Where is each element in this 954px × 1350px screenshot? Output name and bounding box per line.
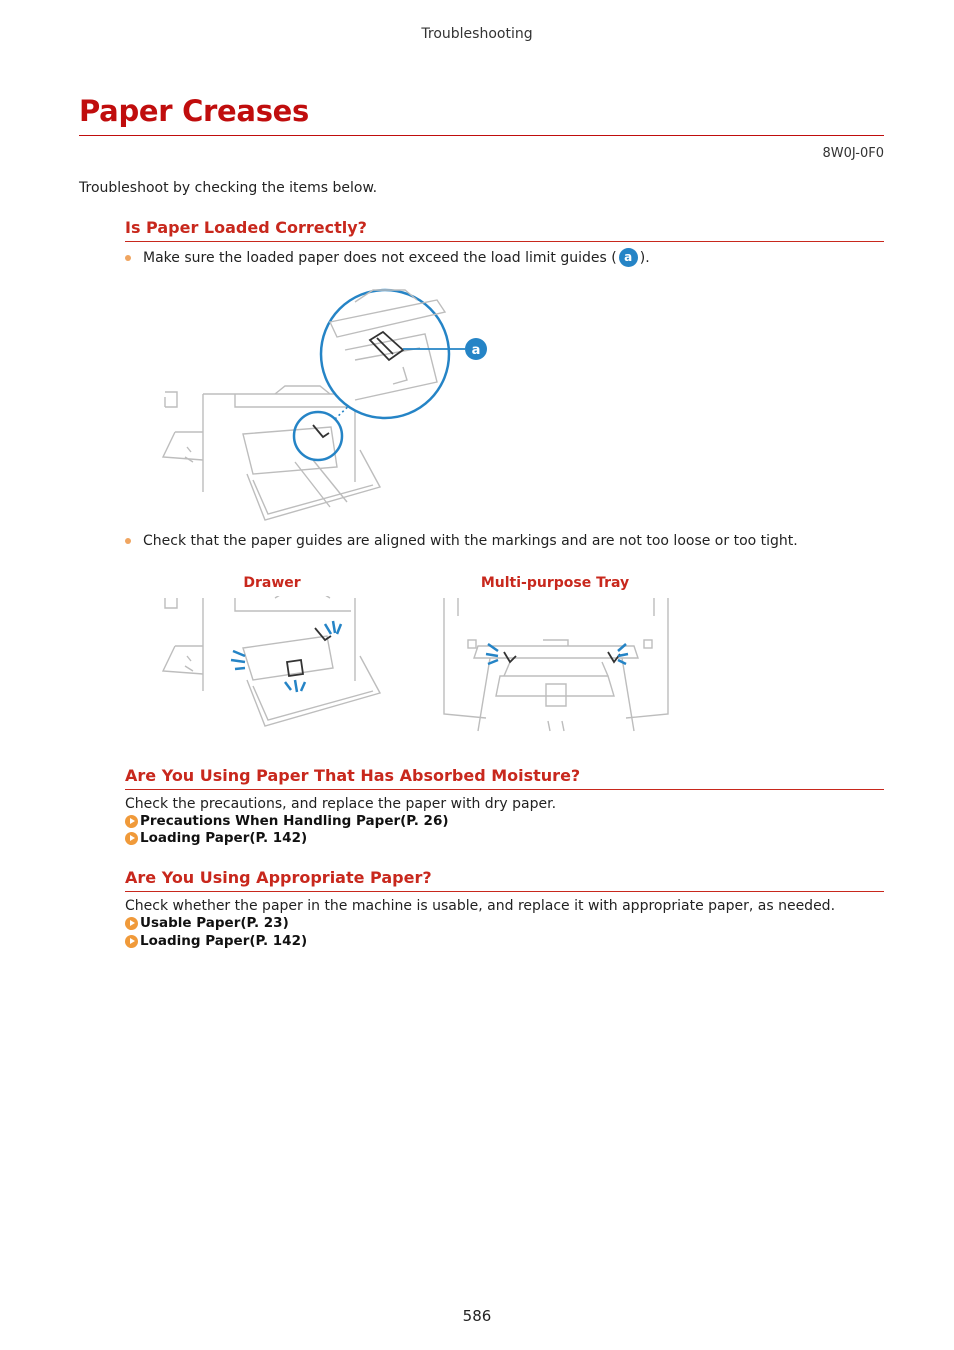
section-divider: [125, 789, 884, 790]
load-limit-guide-illustration: [155, 282, 500, 527]
link-label[interactable]: Usable Paper(P. 23): [140, 915, 289, 931]
page-title: Paper Creases: [79, 94, 309, 128]
link-arrow-icon: [125, 917, 138, 930]
link-loading-paper[interactable]: [125, 830, 307, 846]
figure-caption-drawer: Drawer: [243, 575, 301, 591]
bullet-text-after: ).: [639, 249, 650, 266]
running-header: Troubleshooting: [421, 26, 533, 42]
title-divider: [79, 135, 884, 136]
link-precautions-handling-paper[interactable]: [125, 813, 449, 829]
link-label[interactable]: Precautions When Handling Paper(P. 26): [140, 813, 449, 829]
link-label[interactable]: Loading Paper(P. 142): [140, 933, 308, 949]
bullet-item-paper-guides: [125, 533, 798, 549]
link-loading-paper[interactable]: [125, 933, 307, 949]
link-arrow-icon: [125, 832, 138, 845]
section-heading-paper-loaded: Is Paper Loaded Correctly?: [125, 218, 367, 237]
appropriate-paper-text: Check whether the paper in the machine is usable, and replace it with appropriate paper, as needed.: [125, 898, 836, 914]
moisture-text: Check the precautions, and replace the paper with dry paper.: [125, 796, 557, 812]
bullet-text-before: Make sure the loaded paper does not exceed the load limit guides (: [143, 249, 617, 266]
bullet-dot-icon: [125, 538, 131, 544]
link-arrow-icon: [125, 815, 138, 828]
section-divider: [125, 891, 884, 892]
drawer-guides-illustration: [155, 596, 390, 731]
figure-caption-multipurpose-tray: Multi-purpose Tray: [480, 575, 630, 591]
figure-callout-a: a: [471, 343, 481, 358]
bullet-dot-icon: [125, 255, 131, 261]
section-heading-moisture: Are You Using Paper That Has Absorbed Moisture?: [125, 766, 581, 785]
link-arrow-icon: [125, 935, 138, 948]
section-divider: [125, 241, 884, 242]
section-heading-appropriate-paper: Are You Using Appropriate Paper?: [125, 868, 432, 887]
bullet-item-load-limit: [125, 248, 650, 267]
intro-text: Troubleshoot by checking the items below.: [79, 180, 378, 196]
multipurpose-tray-guides-illustration: [438, 596, 674, 736]
link-label[interactable]: Loading Paper(P. 142): [140, 830, 308, 846]
document-code: 8W0J-0F0: [822, 146, 884, 161]
bullet-text: Check that the paper guides are aligned with the markings and are not too loose or too tight.: [143, 533, 798, 549]
callout-a-icon: a: [619, 248, 638, 267]
page-number: 586: [462, 1307, 492, 1325]
link-usable-paper[interactable]: [125, 915, 289, 931]
